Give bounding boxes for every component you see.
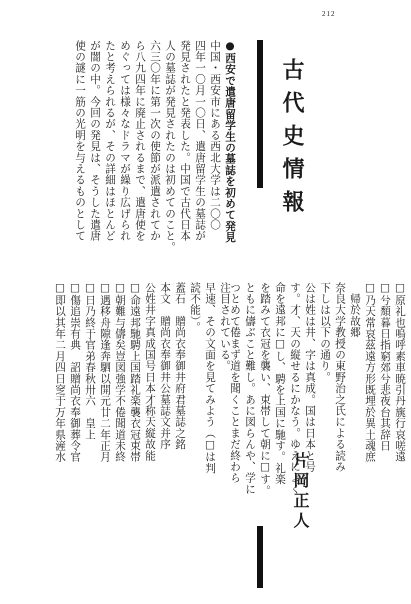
text-line: めぐっては様々なドラマが繰り広げられ bbox=[119, 40, 131, 242]
text-line: 六三〇年に第一次の使節が派遣されてか bbox=[149, 40, 161, 242]
text-line: 中国・西安市にある西北大学は二〇〇 bbox=[209, 40, 221, 231]
text-line: 四年一〇月一〇日、遣唐留学生の墓誌が bbox=[194, 40, 206, 242]
text-line: □即以其年二月四日窆于万年県滻水 bbox=[54, 282, 66, 463]
text-line: 読不能）。 bbox=[189, 282, 201, 333]
article-text-block bbox=[72, 40, 237, 253]
text-line: 公姓井字真成国号日本才称天縦故能 bbox=[144, 282, 156, 462]
text-line: 奈良大学教授の東野治之氏による読み bbox=[334, 282, 346, 473]
text-line: 命を遠邦に□し、騁を上国に馳す。礼楽 bbox=[274, 282, 286, 485]
text-line: 人の墓誌が発見されたのは初めてのこと。 bbox=[164, 40, 176, 253]
text-line: 発見されたと発表した。中国で古代日本 bbox=[179, 40, 191, 242]
text-line: ともに儔ぶこと難し。あに図らんや、学に bbox=[244, 282, 256, 495]
text-line: □命遠邦馳騁上国踏礼楽襲衣冠束帯 bbox=[129, 282, 141, 463]
text-line: □傷追崇有典 詔贈尚衣奉御葬令官 bbox=[69, 282, 81, 463]
text-line: ら八九四年に廃止されるまで、遣唐使を bbox=[134, 40, 146, 242]
text-line: □朝難与儔矣豈図強学不倦聞道未終 bbox=[114, 282, 126, 463]
article-heading: ●西安で遣唐留学生の墓誌を初めて発見 bbox=[224, 40, 236, 243]
text-line: す。才、天の縦せるにかなう。ゆえによく bbox=[289, 282, 301, 495]
text-line: 注目されている。 bbox=[219, 282, 231, 372]
page-number: 212 bbox=[322, 10, 336, 18]
inscription-text-block bbox=[52, 282, 232, 474]
text-line: □原礼也嗚呼素車暁引丹旐行哀嗟遠 bbox=[394, 282, 406, 463]
text-line: 公は姓は井、字は真成。国は日本と号 bbox=[304, 282, 316, 473]
right-text-block bbox=[227, 282, 407, 496]
text-line: □遇移舟隙逢奔駟以開元廿二年正月 bbox=[99, 282, 111, 463]
text-line: を踏みて衣冠を襲い、束帯して朝に□す。 bbox=[259, 282, 271, 497]
text-line: 蓋石 贈尚衣奉御井府君墓誌之銘 bbox=[174, 282, 186, 450]
text-line: □日乃終于官弟春秋卅六 皇上 bbox=[84, 282, 96, 441]
section-title: 古代史情報 bbox=[279, 58, 304, 223]
text-line: □乃天常哀茲遠方形既埋於異土魂庶 bbox=[364, 282, 376, 463]
text-line: たと考えられるが、その詳細はほとんど bbox=[104, 40, 116, 242]
title-rule-bottom bbox=[257, 526, 263, 588]
text-line: が闇の中。今回の発見は、そうした遣唐 bbox=[89, 40, 101, 242]
text-line: 下しは以下の通り。 bbox=[319, 282, 331, 383]
author-name: 片岡正人 bbox=[291, 452, 310, 532]
text-line: 本文 贈尚衣奉御井公墓誌文并序 bbox=[159, 282, 171, 450]
text-line: 帰於故郷 bbox=[349, 282, 361, 338]
text-line: 早速、その文面を見てみよう（□は判 bbox=[204, 282, 216, 474]
text-line: □兮頽暮日指窮郊兮悲夜台其辞日 bbox=[379, 282, 391, 452]
text-line: つとめて倦まず道を聞くことまだ終わら bbox=[229, 282, 241, 484]
title-rule-top bbox=[257, 40, 263, 188]
text-line: 使の謎に一筋の光明を与えるものとして bbox=[74, 40, 86, 242]
